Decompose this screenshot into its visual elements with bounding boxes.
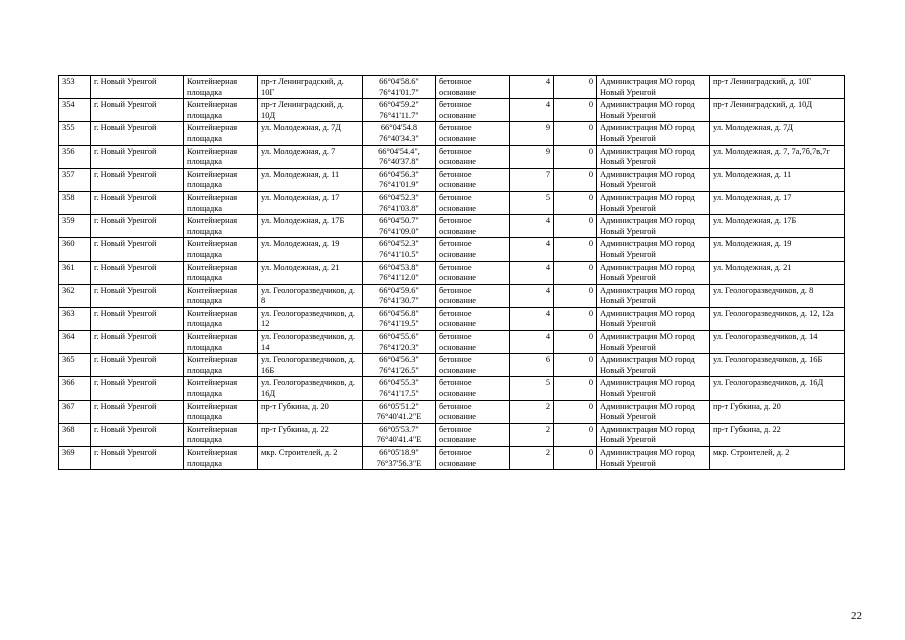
surface-cell: бетонное основание <box>436 354 510 377</box>
volume-cell: 0 <box>554 284 597 307</box>
served-objects-cell: пр-т Ленинградский, д. 10Г <box>710 76 845 99</box>
table-row <box>59 447 845 470</box>
table-row <box>59 307 845 330</box>
address-cell: ул. Геологоразведчиков, д. 12 <box>258 307 363 330</box>
city-cell: г. Новый Уренгой <box>91 145 184 168</box>
site-type-cell: Контейнерная площадка <box>184 307 258 330</box>
row-number: 354 <box>59 99 91 122</box>
volume-cell: 0 <box>554 400 597 423</box>
row-number: 369 <box>59 447 91 470</box>
coordinates-cell: 66°05'51.2" 76°40'41.2"E <box>363 400 436 423</box>
owner-cell: Администрация МО город Новый Уренгой <box>597 215 710 238</box>
owner-cell: Администрация МО город Новый Уренгой <box>597 354 710 377</box>
container-count-cell: 4 <box>510 215 554 238</box>
owner-cell: Администрация МО город Новый Уренгой <box>597 284 710 307</box>
table-row <box>59 331 845 354</box>
address-cell: ул. Геологоразведчиков, д. 16Б <box>258 354 363 377</box>
coordinates-cell: 66°05'53.7" 76°40'41.4"E <box>363 423 436 446</box>
row-number: 358 <box>59 191 91 214</box>
table-row <box>59 76 845 99</box>
row-number: 368 <box>59 423 91 446</box>
site-type-cell: Контейнерная площадка <box>184 76 258 99</box>
coordinates-cell: 66°04'58.6" 76°41'01.7" <box>363 76 436 99</box>
table-row <box>59 377 845 400</box>
served-objects-cell: ул. Молодежная, д. 17 <box>710 191 845 214</box>
site-type-cell: Контейнерная площадка <box>184 354 258 377</box>
row-number: 363 <box>59 307 91 330</box>
address-cell: ул. Геологоразведчиков, д. 14 <box>258 331 363 354</box>
row-number: 362 <box>59 284 91 307</box>
row-number: 355 <box>59 122 91 145</box>
volume-cell: 0 <box>554 168 597 191</box>
surface-cell: бетонное основание <box>436 423 510 446</box>
row-number: 353 <box>59 76 91 99</box>
container-count-cell: 4 <box>510 331 554 354</box>
row-number: 356 <box>59 145 91 168</box>
site-type-cell: Контейнерная площадка <box>184 191 258 214</box>
coordinates-cell: 66°04'56.3" 76°41'26.5" <box>363 354 436 377</box>
owner-cell: Администрация МО город Новый Уренгой <box>597 168 710 191</box>
site-type-cell: Контейнерная площадка <box>184 331 258 354</box>
volume-cell: 0 <box>554 423 597 446</box>
city-cell: г. Новый Уренгой <box>91 307 184 330</box>
site-type-cell: Контейнерная площадка <box>184 284 258 307</box>
coordinates-cell: 66°04'52.3" 76°41'03.8" <box>363 191 436 214</box>
city-cell: г. Новый Уренгой <box>91 215 184 238</box>
table-row <box>59 191 845 214</box>
surface-cell: бетонное основание <box>436 331 510 354</box>
table-row <box>59 168 845 191</box>
address-cell: ул. Молодежная, д. 11 <box>258 168 363 191</box>
owner-cell: Администрация МО город Новый Уренгой <box>597 377 710 400</box>
container-count-cell: 9 <box>510 145 554 168</box>
table-row <box>59 400 845 423</box>
container-count-cell: 5 <box>510 377 554 400</box>
address-cell: ул. Молодежная, д. 17Б <box>258 215 363 238</box>
owner-cell: Администрация МО город Новый Уренгой <box>597 191 710 214</box>
table-body <box>59 76 845 470</box>
site-type-cell: Контейнерная площадка <box>184 261 258 284</box>
volume-cell: 0 <box>554 145 597 168</box>
row-number: 364 <box>59 331 91 354</box>
address-cell: ул. Молодежная, д. 21 <box>258 261 363 284</box>
site-type-cell: Контейнерная площадка <box>184 423 258 446</box>
volume-cell: 0 <box>554 377 597 400</box>
address-cell: пр-т Ленинградский, д. 10Г <box>258 76 363 99</box>
city-cell: г. Новый Уренгой <box>91 99 184 122</box>
site-type-cell: Контейнерная площадка <box>184 99 258 122</box>
table-row <box>59 238 845 261</box>
owner-cell: Администрация МО город Новый Уренгой <box>597 307 710 330</box>
site-type-cell: Контейнерная площадка <box>184 400 258 423</box>
address-cell: пр-т Губкина, д. 20 <box>258 400 363 423</box>
row-number: 367 <box>59 400 91 423</box>
owner-cell: Администрация МО город Новый Уренгой <box>597 76 710 99</box>
container-count-cell: 4 <box>510 99 554 122</box>
container-count-cell: 4 <box>510 307 554 330</box>
coordinates-cell: 66°04'54.4", 76°40'37.8" <box>363 145 436 168</box>
address-cell: мкр. Строителей, д. 2 <box>258 447 363 470</box>
page-number: 22 <box>851 610 862 622</box>
surface-cell: бетонное основание <box>436 122 510 145</box>
coordinates-cell: 66°04'56.8" 76°41'19.5" <box>363 307 436 330</box>
table-row <box>59 423 845 446</box>
site-type-cell: Контейнерная площадка <box>184 447 258 470</box>
owner-cell: Администрация МО город Новый Уренгой <box>597 99 710 122</box>
served-objects-cell: мкр. Строителей, д. 2 <box>710 447 845 470</box>
container-count-cell: 2 <box>510 400 554 423</box>
coordinates-cell: 66°04'59.6" 76°41'30.7" <box>363 284 436 307</box>
coordinates-cell: 66°04'55.6" 76°41'20.3" <box>363 331 436 354</box>
volume-cell: 0 <box>554 99 597 122</box>
row-number: 357 <box>59 168 91 191</box>
address-cell: ул. Молодежная, д. 7 <box>258 145 363 168</box>
container-count-cell: 4 <box>510 284 554 307</box>
served-objects-cell: ул. Молодежная, д. 21 <box>710 261 845 284</box>
owner-cell: Администрация МО город Новый Уренгой <box>597 261 710 284</box>
row-number: 361 <box>59 261 91 284</box>
address-cell: пр-т Губкина, д. 22 <box>258 423 363 446</box>
owner-cell: Администрация МО город Новый Уренгой <box>597 331 710 354</box>
table-row <box>59 145 845 168</box>
coordinates-cell: 66°04'59.2" 76°41'11.7" <box>363 99 436 122</box>
volume-cell: 0 <box>554 76 597 99</box>
address-cell: ул. Геологоразведчиков, д. 8 <box>258 284 363 307</box>
table-row <box>59 99 845 122</box>
surface-cell: бетонное основание <box>436 261 510 284</box>
coordinates-cell: 66°04'50.7" 76°41'09.0" <box>363 215 436 238</box>
served-objects-cell: ул. Геологоразведчиков, д. 16Д <box>710 377 845 400</box>
owner-cell: Администрация МО город Новый Уренгой <box>597 423 710 446</box>
served-objects-cell: ул. Геологоразведчиков, д. 8 <box>710 284 845 307</box>
coordinates-cell: 66°04'53.8" 76°41'12.0" <box>363 261 436 284</box>
row-number: 365 <box>59 354 91 377</box>
coordinates-cell: 66°04'55.3" 76°41'17.5" <box>363 377 436 400</box>
owner-cell: Администрация МО город Новый Уренгой <box>597 145 710 168</box>
owner-cell: Администрация МО город Новый Уренгой <box>597 400 710 423</box>
container-count-cell: 2 <box>510 423 554 446</box>
city-cell: г. Новый Уренгой <box>91 238 184 261</box>
container-count-cell: 2 <box>510 447 554 470</box>
container-count-cell: 4 <box>510 238 554 261</box>
volume-cell: 0 <box>554 191 597 214</box>
owner-cell: Администрация МО город Новый Уренгой <box>597 447 710 470</box>
served-objects-cell: пр-т Губкина, д. 22 <box>710 423 845 446</box>
served-objects-cell: ул. Геологоразведчиков, д. 12, 12а <box>710 307 845 330</box>
coordinates-cell: 66°04'56.3" 76°41'01.9" <box>363 168 436 191</box>
served-objects-cell: ул. Молодежная, д. 19 <box>710 238 845 261</box>
address-cell: ул. Молодежная, д. 7Д <box>258 122 363 145</box>
served-objects-cell: пр-т Ленинградский, д. 10Д <box>710 99 845 122</box>
table-row <box>59 215 845 238</box>
served-objects-cell: ул. Молодежная, д. 7Д <box>710 122 845 145</box>
container-count-cell: 9 <box>510 122 554 145</box>
table-row <box>59 261 845 284</box>
volume-cell: 0 <box>554 447 597 470</box>
table-row <box>59 284 845 307</box>
volume-cell: 0 <box>554 215 597 238</box>
served-objects-cell: ул. Молодежная, д. 7, 7а,7б,7в,7г <box>710 145 845 168</box>
address-cell: ул. Молодежная, д. 19 <box>258 238 363 261</box>
city-cell: г. Новый Уренгой <box>91 76 184 99</box>
city-cell: г. Новый Уренгой <box>91 423 184 446</box>
surface-cell: бетонное основание <box>436 145 510 168</box>
row-number: 360 <box>59 238 91 261</box>
volume-cell: 0 <box>554 354 597 377</box>
owner-cell: Администрация МО город Новый Уренгой <box>597 238 710 261</box>
surface-cell: бетонное основание <box>436 215 510 238</box>
container-count-cell: 4 <box>510 76 554 99</box>
container-count-cell: 7 <box>510 168 554 191</box>
container-count-cell: 6 <box>510 354 554 377</box>
city-cell: г. Новый Уренгой <box>91 284 184 307</box>
coordinates-cell: 66°04'54.8 76°40'34.3" <box>363 122 436 145</box>
served-objects-cell: ул. Геологоразведчиков, д. 16Б <box>710 354 845 377</box>
row-number: 359 <box>59 215 91 238</box>
site-type-cell: Контейнерная площадка <box>184 238 258 261</box>
surface-cell: бетонное основание <box>436 284 510 307</box>
volume-cell: 0 <box>554 307 597 330</box>
coordinates-cell: 66°04'52.3" 76°41'10.5" <box>363 238 436 261</box>
city-cell: г. Новый Уренгой <box>91 191 184 214</box>
owner-cell: Администрация МО город Новый Уренгой <box>597 122 710 145</box>
site-type-cell: Контейнерная площадка <box>184 215 258 238</box>
volume-cell: 0 <box>554 261 597 284</box>
surface-cell: бетонное основание <box>436 447 510 470</box>
served-objects-cell: ул. Геологоразведчиков, д. 14 <box>710 331 845 354</box>
city-cell: г. Новый Уренгой <box>91 354 184 377</box>
table-row <box>59 122 845 145</box>
city-cell: г. Новый Уренгой <box>91 261 184 284</box>
address-cell: ул. Молодежная, д. 17 <box>258 191 363 214</box>
surface-cell: бетонное основание <box>436 238 510 261</box>
city-cell: г. Новый Уренгой <box>91 447 184 470</box>
surface-cell: бетонное основание <box>436 400 510 423</box>
volume-cell: 0 <box>554 238 597 261</box>
surface-cell: бетонное основание <box>436 191 510 214</box>
site-type-cell: Контейнерная площадка <box>184 168 258 191</box>
city-cell: г. Новый Уренгой <box>91 331 184 354</box>
volume-cell: 0 <box>554 122 597 145</box>
served-objects-cell: пр-т Губкина, д. 20 <box>710 400 845 423</box>
site-type-cell: Контейнерная площадка <box>184 377 258 400</box>
address-cell: ул. Геологоразведчиков, д. 16Д <box>258 377 363 400</box>
coordinates-cell: 66°05'18.9" 76°37'56.3"E <box>363 447 436 470</box>
row-number: 366 <box>59 377 91 400</box>
address-cell: пр-т Ленинградский, д. 10Д <box>258 99 363 122</box>
surface-cell: бетонное основание <box>436 76 510 99</box>
surface-cell: бетонное основание <box>436 307 510 330</box>
city-cell: г. Новый Уренгой <box>91 122 184 145</box>
served-objects-cell: ул. Молодежная, д. 17Б <box>710 215 845 238</box>
container-sites-table <box>58 75 845 470</box>
surface-cell: бетонное основание <box>436 377 510 400</box>
site-type-cell: Контейнерная площадка <box>184 145 258 168</box>
surface-cell: бетонное основание <box>436 168 510 191</box>
served-objects-cell: ул. Молодежная, д. 11 <box>710 168 845 191</box>
container-count-cell: 5 <box>510 191 554 214</box>
city-cell: г. Новый Уренгой <box>91 400 184 423</box>
site-type-cell: Контейнерная площадка <box>184 122 258 145</box>
surface-cell: бетонное основание <box>436 99 510 122</box>
city-cell: г. Новый Уренгой <box>91 377 184 400</box>
container-count-cell: 4 <box>510 261 554 284</box>
volume-cell: 0 <box>554 331 597 354</box>
table-row <box>59 354 845 377</box>
city-cell: г. Новый Уренгой <box>91 168 184 191</box>
